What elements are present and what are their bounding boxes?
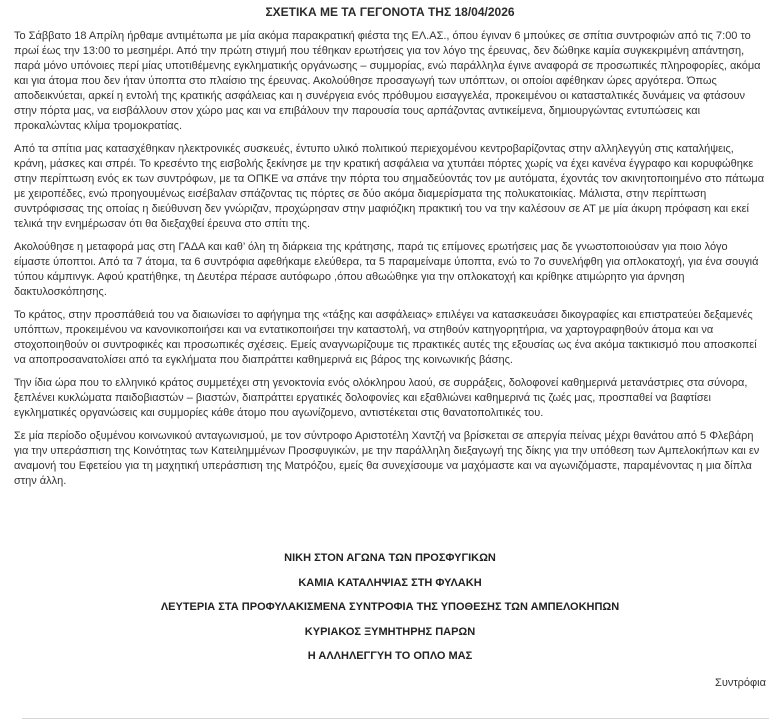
signature: Συντρόφια [715,677,766,689]
paragraph-state-narrative: Το κράτος, στην προσπάθειά του να διαιωνίσει το αφήγημα της «τάξης και ασφάλειας» επιλέγει να κατασκευάσει δικογραφίες και επιστρατεύει δεξαμενές υπόπτων, προκειμένου να κανονικοποιήσει και να εντατικοποιήσει την καταστολή, να στηθούν κατηγορητήρια, να χαρτογραφηθούν άτομα και να στοχοποιηθούν οι συντροφικές και προσωπικές σχέσεις. Εμείς αναγνωρίζουμε τις πρακτικές αυτές της εξουσίας ως ένα ακόμα τακτικισμό που αποσκοπεί να αποπροσανατολίσει από τα εγκλήματα που διαπράττει καθημερινά εις βάρος της κοινωνικής βάσης. [14,309,757,366]
paragraph-confiscation: Από τα σπίτια μας κατασχέθηκαν ηλεκτρονικές συσκευές, έντυπο υλικό πολιτικού περιεχομένου κεντροβαρίζοντας στην αλληλεγγύη στις καταλήψεις, κράνη, μάσκες και σπρέι. Το κρεσέντο της εισβολής ξεκίνησε με την κρατική ασφάλεια να χτυπάει πόρτες χωρίς να έχει κανένα έγγραφο και κορυφώθηκε στην περίπτωση ενός εκ των συντρόφων, με τα ΟΠΚΕ να σπάνε την πόρτα του σημαδεύοντάς τον με αυτόματα, έχοντάς τον ακινητοποιημένο στο πάτωμα με χειροπέδες, ενώ προηγουμένως εισέβαλαν σπάζοντας τις πόρτες σε δύο ακόμα διαμερίσματα της πολυκατοικίας. Μάλιστα, στην περίπτωση συντρόφισσας της οποίας η διεύθυνση δεν γνώριζαν, προχώρησαν στην μαφιόζικη πρακτική του να την καλέσουν σε ΑΤ με μία άκυρη πρόφαση και εκεί τελικά την ενημέρωσαν ότι θα διεξαχθεί έρευνα στο σπίτι της. [14,143,765,230]
slogan-freedom: ΛΕΥΤΕΡΙΑ ΣΤΑ ΠΡΟΦΥΛΑΚΙΣΜΕΝΑ ΣΥΝΤΡΟΦΙΑ ΤΗΣ ΥΠΟΘΕΣΗΣ ΤΩΝ ΑΜΠΕΛΟΚΗΠΩΝ [160,601,620,613]
paragraph-struggle: Σε μία περίοδο οξυμένου κοινωνικού ανταγωνισμού, με τον σύντροφο Αριστοτέλη Χαντζή να βρίσκεται σε απεργία πείνας μέχρι θανάτου από 5 Φλεβάρη για την υπεράσπιση της Κοινότητας των Κατειλημμένων Προσφυγικών, με την παράλληλη διεξαγωγή της δίκης για την υπόθεση των Αμπελοκήπων και εν αναμονή του Εφετείου για τη μαχητική υπεράσπιση της Ματρόζου, εμείς θα συνεχίσουμε να μαχόμαστε και να αγωνιζόμαστε, παραμένοντας η μια δίπλα στην άλλη. [14,430,760,487]
slogan-refugees: ΝΙΚΗ ΣΤΟΝ ΑΓΩΝΑ ΤΩΝ ΠΡΟΣΦΥΓΙΚΩΝ [284,552,496,564]
paragraph-detention: Ακολούθησε η μεταφορά μας στη ΓΑΔΑ και καθ’ όλη τη διάρκεια της κράτησης, παρά τις επίμονες ερωτήσεις μας δε γνωστοποιούσαν για ποιο λόγο είμαστε ύποπτοι. Από τα 7 άτομα, τα 6 συντρόφια αφεθήκαμε ελεύθερα, τα 5 παραμείναμε ύποπτα, ενώ το 7ο συνελήφθη για οπλοκατοχή, για ένα σουγιά τύπου κάμπινγκ. Αφού κρατήθηκε, τη Δευτέρα πέρασε αυτόφωρο ,όπου αθωώθηκε για την οπλοκατοχή και κρίθηκε ατιμώρητο για άρνηση δακτυλοσκόπησης. [14,241,759,298]
slogan-kyriakos: ΚΥΡΙΑΚΟΣ ΞΥΜΗΤΗΡΗΣ ΠΑΡΩΝ [304,625,476,638]
slogan-squats: ΚΑΜΙΑ ΚΑΤΑΛΗΨΙΑΣ ΣΤΗ ΦΥΛΑΚΗ [298,576,482,589]
paragraph-state-crimes: Την ίδια ώρα που το ελληνικό κράτος συμμετέχει στη γενοκτονία ενός ολόκληρου λαού, σε συρράξεις, δολοφονεί καθημερινά μετανάστριες στα σύνορα, ξεπλένει κυκλώματα παιδοβιαστών – βιαστών, διαπράττει εργατικές δολοφονίες και εξαθλιώνει καθημερινά τις ζωές μας, προσπαθεί να βαφτίσει εγκληματικές οργανώσεις και συμμορίες κάθε άτομο που αγωνίζομενο, αντιστέκεται στις θανατοπολιτικές του. [14,377,748,419]
divider [22,718,769,719]
slogans-block [14,551,766,674]
paragraph-raid: Το Σάββατο 18 Απρίλη ήρθαμε αντιμέτωπα με μία ακόμα παρακρατική φιέστα της ΕΛ.ΑΣ., όπου έγιναν 6 μπούκες σε σπίτια συντροφιών από τις 7:00 το πρωί έως την 13:00 το μεσημέρι. Από την πρώτη στιγμή που τέθηκαν ερωτήσεις για τον λόγο της έρευνας, δεν δώθηκε καμία συγκεκριμένη απάντηση, παρά μόνο υπόνοιες περί μίας υποτιθέμενης εγκληματικής οργάνωσης – συμμορίας, ενώ παράλληλα έγινε αναφορά σε προσωπικές πληροφορίες, ακόμα και για άτομα που δεν ήταν ύποπτα στο πλαίσιο της έρευνας. Ακολούθησε προσαγωγή των υπόπτων, οι οποίοι αφέθηκαν ώρες αργότερα. Όπως αποδεικνύεται, αρκεί η εντολή της κρατικής ασφάλειας και η συνέργεια ενός πρόθυμου εισαγγελέα, προκειμένου οι κατασταλτικές δυνάμεις να φτάσουν στην πόρτα μας, να εισβάλλουν στον χώρο μας και να επιβάλουν την παρουσία τους αρπάζοντας αντικείμενα, δημιουργώντας εντυπώσεις και προκαλώντας κλίμα τρομοκρατίας. [14,30,761,132]
article-body [14,0,766,497]
article-title: ΣΧΕΤΙΚΑ ΜΕ ΤΑ ΓΕΓΟΝΟΤΑ ΤΗΣ 18/04/2026 [265,5,515,19]
slogan-solidarity: Η ΑΛΛΗΛΕΓΓΥΗ ΤΟ ΟΠΛΟ ΜΑΣ [307,650,473,662]
